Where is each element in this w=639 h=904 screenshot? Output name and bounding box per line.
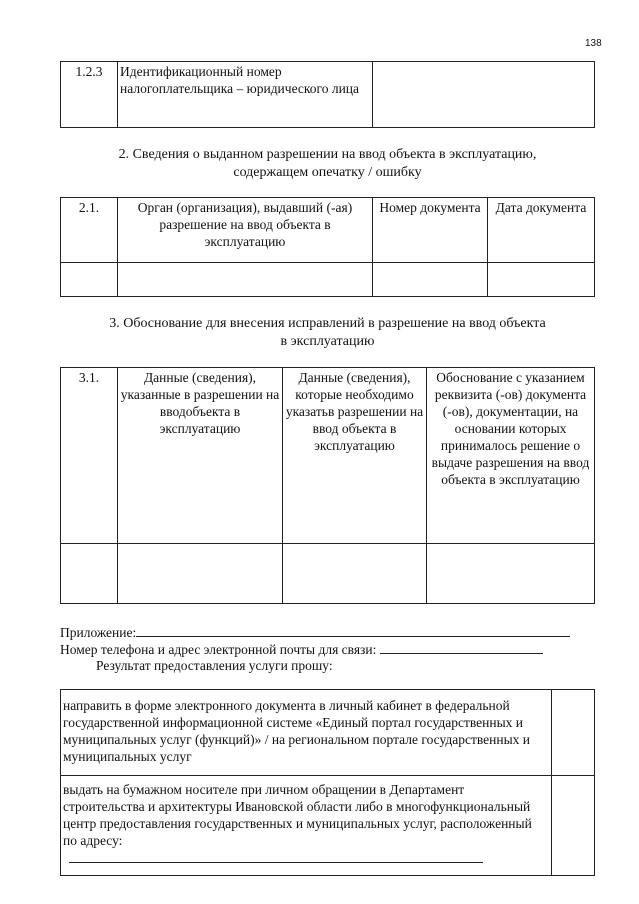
address-field[interactable]	[69, 861, 483, 863]
justification-value[interactable]	[427, 544, 595, 604]
document-date-value[interactable]	[488, 263, 595, 297]
issuing-authority-value[interactable]	[118, 263, 373, 297]
attachment-line	[60, 624, 570, 641]
header-data-in-permit: Данные (сведения), указанные в разрешении на вводобъекта в эксплуатацию	[118, 368, 283, 544]
row-number: 1.2.3	[61, 62, 118, 128]
header-document-date: Дата документа	[488, 198, 595, 263]
attachment-field[interactable]	[136, 624, 570, 637]
empty-cell[interactable]	[61, 263, 118, 297]
result-options-table	[60, 689, 595, 876]
header-justification: Обоснование с указанием реквизита (-ов) документа (-ов), документации, на основании которых принималось решение о выдаче разрешения на ввод объекта в эксплуатацию	[427, 368, 595, 544]
option-electronic-text: направить в форме электронного документа в личный кабинет в федеральной государственной информационной системе «Единый портал государственных и муниципальных услуг (функций)» / на региональном портале государственных и муниципальных услуг	[61, 690, 552, 776]
header-data-required: Данные (сведения), которые необходимо указатьв разрешении на ввод объекта в эксплуатацию	[283, 368, 427, 544]
attachment-label: Приложение:	[60, 625, 137, 640]
correction-justification-table	[60, 367, 595, 604]
row-number: 2.1.	[61, 198, 118, 263]
result-label: Результат предоставления услуги прошу:	[96, 658, 333, 673]
taxpayer-id-value[interactable]	[373, 62, 595, 128]
header-issuing-authority: Орган (организация), выдавший (-ая) разрешение на ввод объекта в эксплуатацию	[118, 198, 373, 263]
empty-cell[interactable]	[61, 544, 118, 604]
data-required-value[interactable]	[283, 544, 427, 604]
option-paper-checkbox[interactable]	[552, 776, 595, 876]
document-number-value[interactable]	[373, 263, 488, 297]
section-2-heading: 2. Сведения о выданном разрешении на ввод объекта в эксплуатацию, содержащем опечатку / ошибку	[118, 147, 537, 180]
taxpayer-id-label: Идентификационный номер налогоплательщика – юридического лица	[118, 62, 373, 128]
permit-info-table	[60, 197, 595, 297]
phone-line	[60, 641, 543, 658]
phone-email-label: Номер телефона и адрес электронной почты для связи:	[60, 642, 377, 657]
option-electronic-checkbox[interactable]	[552, 690, 595, 776]
phone-email-field[interactable]	[380, 641, 543, 654]
option-paper	[61, 776, 552, 876]
option-paper-text: выдать на бумажном носителе при личном обращении в Департамент строительства и архитектуры Ивановской области либо в многофункциональный центр предоставления государственных и муниципальных услуг, расположенный по адресу:	[63, 782, 532, 848]
taxpayer-id-table	[60, 61, 595, 128]
header-document-number: Номер документа	[373, 198, 488, 263]
section-3-heading: 3. Обоснование для внесения исправлений в разрешение на ввод объекта в эксплуатацию	[109, 316, 546, 349]
page-number: 138	[585, 38, 602, 49]
row-number: 3.1.	[61, 368, 118, 544]
data-in-permit-value[interactable]	[118, 544, 283, 604]
